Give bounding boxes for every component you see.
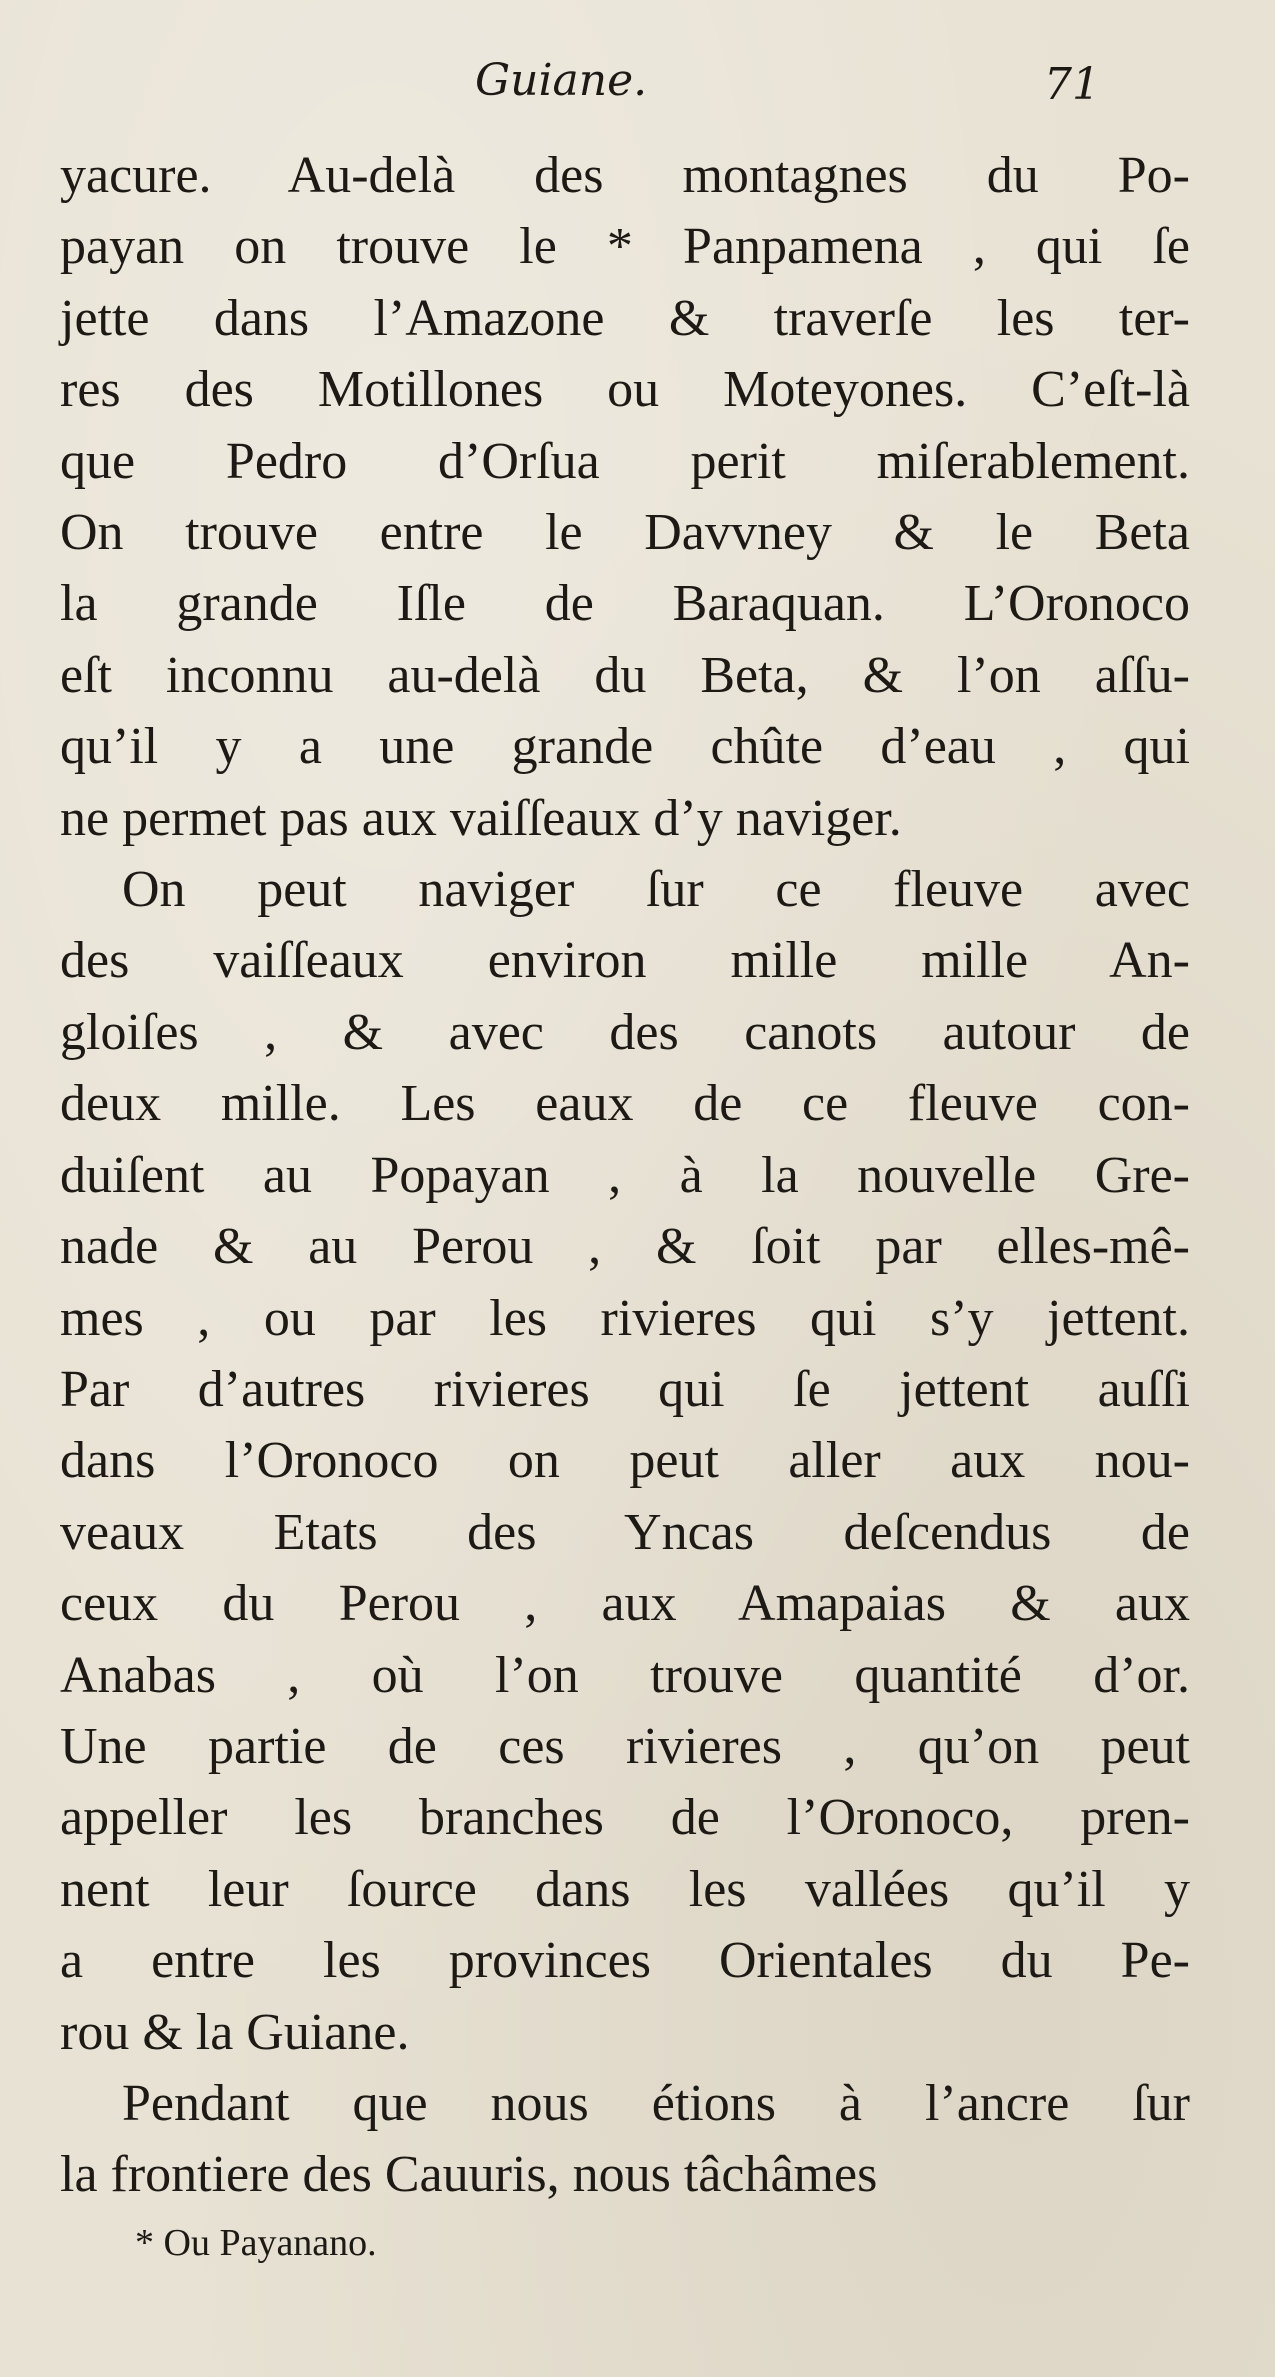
text-line: gloiſes , & avec des canots autour de	[60, 1003, 1190, 1061]
text-line: eſt inconnu au-delà du Beta, & l’on aſſu-	[60, 646, 1190, 704]
page-header	[60, 55, 1190, 140]
text-line: appeller les branches de l’Oronoco, pren-	[60, 1789, 1190, 1847]
text-line: nent leur ſource dans les vallées qu’il y	[60, 1860, 1190, 1918]
paragraph	[60, 854, 1190, 2068]
text-line: la grande Iſle de Baraquan. L’Oronoco	[60, 575, 1190, 633]
text-line: la frontiere des Cauuris, nous tâchâmes	[60, 2146, 878, 2204]
text-line: veaux Etats des Yncas deſcendus de	[60, 1503, 1190, 1561]
text-line: On trouve entre le Davvney & le Beta	[60, 504, 1190, 562]
text-line: Une partie de ces rivieres , qu’on peut	[60, 1717, 1190, 1775]
page-number: 71	[1044, 59, 1100, 110]
text-line: On peut naviger ſur ce fleuve avec	[122, 861, 1190, 919]
text-line: a entre les provinces Orientales du Pe-	[60, 1932, 1190, 1990]
text-line: dans l’Oronoco on peut aller aux nou-	[60, 1432, 1190, 1490]
text-line: Pendant que nous étions à l’ancre ſur	[122, 2074, 1190, 2132]
text-line: deux mille. Les eaux de ce fleuve con-	[60, 1075, 1190, 1133]
text-line: nade & au Perou , & ſoit par elles-mê-	[60, 1218, 1190, 1276]
running-head: Guiane.	[475, 55, 648, 106]
text-line: que Pedro d’Orſua perit miſerablement.	[60, 432, 1190, 490]
text-line: jette dans l’Amazone & traverſe les ter-	[60, 289, 1190, 347]
text-line: mes , ou par les rivieres qui s’y jettent.	[60, 1289, 1190, 1347]
text-line: yacure. Au-delà des montagnes du Po-	[60, 147, 1190, 204]
text-line: Par d’autres rivieres qui ſe jettent auſſi	[60, 1360, 1190, 1418]
text-line: duiſent au Popayan , à la nouvelle Gre-	[60, 1146, 1190, 1204]
body-text	[60, 140, 1190, 2211]
text-line: payan on trouve le * Panpamena , qui ſe	[60, 218, 1190, 276]
page-content	[60, 55, 1190, 2269]
text-line: des vaiſſeaux environ mille mille An-	[60, 932, 1190, 990]
text-line: res des Motillones ou Moteyones. C’eſt-là	[60, 361, 1190, 419]
text-line: ne permet pas aux vaiſſeaux d’y naviger.	[60, 789, 902, 847]
text-line: ceux du Perou , aux Amapaias & aux	[60, 1575, 1190, 1633]
text-line: qu’il y a une grande chûte d’eau , qui	[60, 718, 1190, 776]
footnote: * Ou Payanano.	[135, 2221, 377, 2264]
text-line: rou & la Guiane.	[60, 2003, 410, 2061]
paragraph	[60, 2068, 1190, 2211]
text-line: Anabas , où l’on trouve quantité d’or.	[60, 1646, 1190, 1704]
paragraph	[60, 140, 1190, 854]
